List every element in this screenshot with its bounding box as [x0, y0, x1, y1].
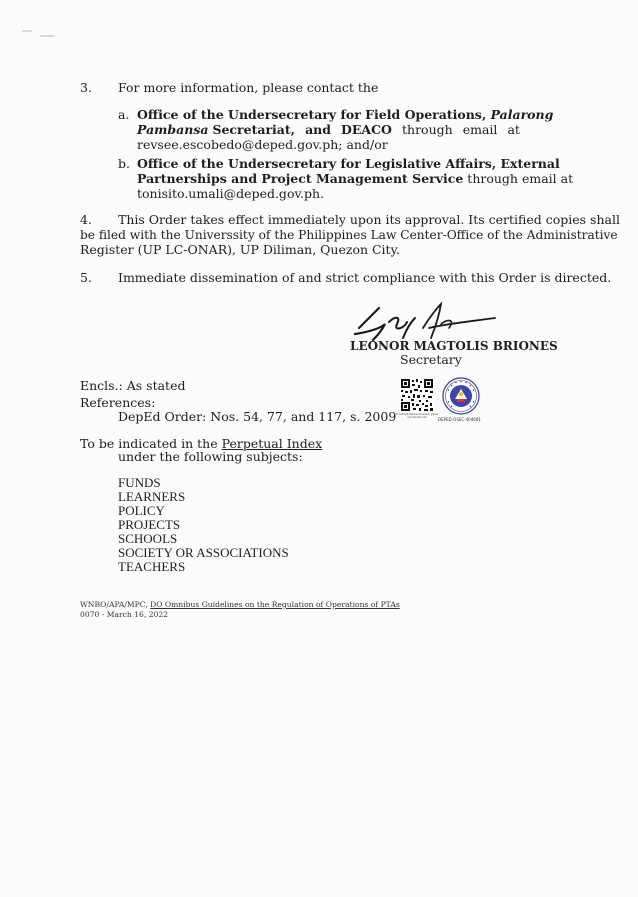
subject-item: SOCIETY OR ASSOCIATIONS [118, 545, 289, 560]
index-subjects-intro: under the following subjects: [118, 449, 303, 464]
item3a-line2 [137, 122, 520, 138]
subject-item: FUNDS [118, 475, 161, 490]
item3a-letter: a. [118, 107, 130, 122]
item5-text: Immediate dissemination of and strict compliance with this Order is directed. [118, 270, 612, 285]
item3a-at: at [507, 122, 520, 137]
subject-item: LEARNERS [118, 489, 186, 504]
item4-number: 4. [80, 212, 92, 227]
item3a-office-name [137, 107, 553, 123]
enclosures: Encls.: As stated [80, 378, 186, 393]
item4-line1: This Order takes effect immediately upon its approval. Its certified copies shall [118, 212, 620, 227]
item3a-and: and [305, 122, 331, 137]
seal-caption: DEPED-OSEC-404691 [438, 417, 481, 422]
item3a-email: revsee.escobedo@deped.gov.ph; and/or [137, 137, 388, 152]
item3b-line2 [137, 171, 573, 187]
subject-item: PROJECTS [118, 517, 181, 532]
subject-item: TEACHERS [118, 559, 186, 574]
signatory-title: Secretary [400, 352, 462, 367]
footer-line1 [80, 600, 400, 610]
item3b-line1: Office of the Undersecretary for Legislative Affairs, External [137, 156, 560, 171]
item3a-secretariat: Secretariat, [212, 122, 296, 137]
item3a-palarong: Palarong [490, 107, 554, 122]
references-label: References: [80, 395, 156, 410]
item3b-through-email: through email at [463, 171, 574, 186]
item3b-email: tonisito.umali@deped.gov.ph. [137, 186, 325, 201]
item3-number: 3. [80, 80, 92, 95]
perpetual-index-link: Perpetual Index [221, 436, 323, 451]
deped-seal [442, 377, 480, 415]
index-prefix: To be indicated in the [80, 436, 222, 451]
footer-title-link: DO Omnibus Guidelines on the Regulation of Operations of PTAs [150, 600, 400, 609]
footer-initials: WNBO/APA/MPC, [80, 600, 151, 609]
qr-code [400, 378, 434, 412]
item4-line3: Register (UP LC-ONAR), UP Diliman, Quezon City. [80, 242, 400, 257]
subjects-list [118, 476, 289, 574]
signatory-name: LEONOR MAGTOLIS BRIONES [350, 339, 558, 353]
item3a-through: through [402, 122, 453, 137]
scan-speck [22, 30, 32, 32]
subject-item: SCHOOLS [118, 531, 178, 546]
footer-line2: 0070 - March 16, 2022 [80, 610, 169, 619]
item3b-service-name: Partnerships and Project Management Service [137, 171, 464, 186]
qr-caption: To authenticate this document, please scan the QR code [396, 413, 438, 419]
item3b-letter: b. [118, 156, 130, 171]
subject-item: POLICY [118, 503, 165, 518]
item3a-email-word: email [462, 122, 498, 137]
item3a-deaco: DEACO [341, 122, 392, 137]
scan-speck [40, 35, 54, 37]
item4-line2: be filed with the Universsity of the Philippines Law Center-Office of the Administrative [80, 228, 618, 242]
references-text: DepEd Order: Nos. 54, 77, and 117, s. 2009 [118, 409, 397, 424]
item5-number: 5. [80, 270, 92, 285]
item3-intro: For more information, please contact the [118, 80, 379, 95]
item3a-bold-text: Office of the Undersecretary for Field Operations, [137, 107, 487, 122]
item3a-pambansa: Pambansa [137, 122, 209, 137]
